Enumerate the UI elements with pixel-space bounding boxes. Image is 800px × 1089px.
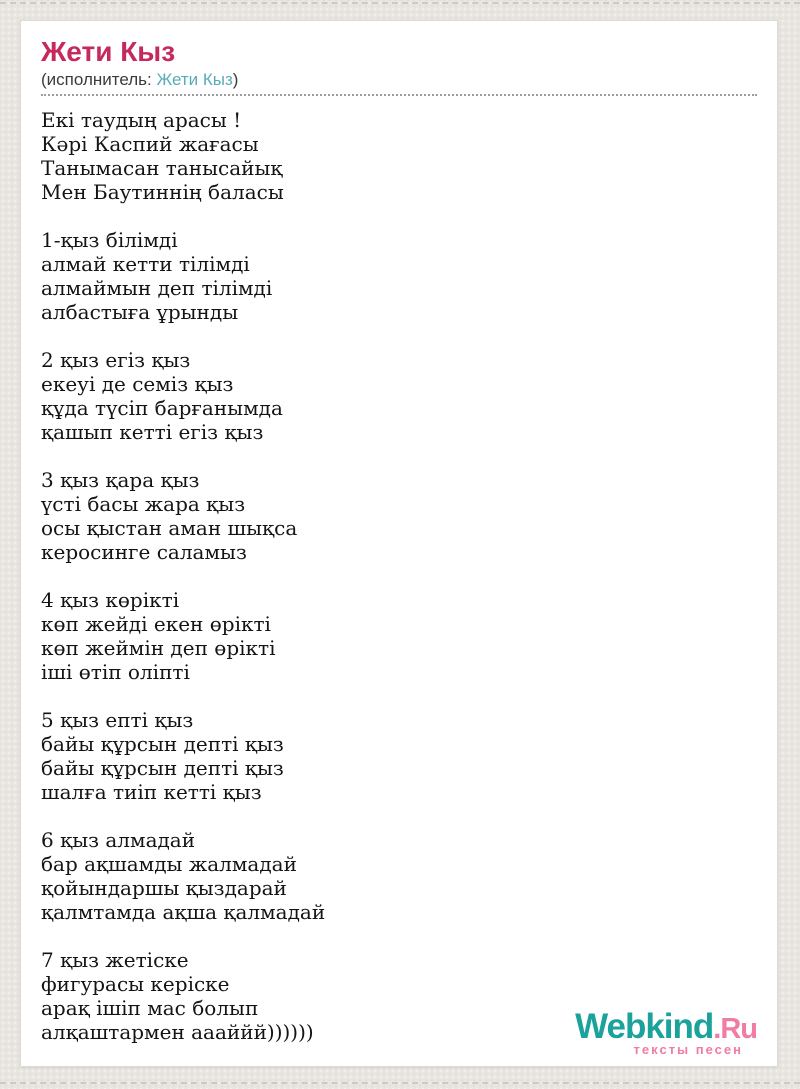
stanza-4 xyxy=(41,588,757,684)
lyric-line: байы құрсын депті қыз xyxy=(41,732,284,756)
lyric-line: 1-қыз білімді xyxy=(41,228,178,252)
artist-line xyxy=(41,69,757,90)
lyric-line: арақ ішіп мас болып xyxy=(41,996,259,1020)
bottom-dotted-border xyxy=(0,1082,800,1084)
stanza-intro xyxy=(41,108,757,204)
lyric-line: Екі таудың арасы ! xyxy=(41,108,242,132)
dotted-divider xyxy=(41,94,757,96)
logo-ru[interactable]: .Ru xyxy=(713,1013,757,1045)
lyric-line: 5 қыз епті қыз xyxy=(41,708,194,732)
lyric-line: қашып кетті егіз қыз xyxy=(41,420,264,444)
top-dotted-border xyxy=(0,2,800,4)
lyric-line: албастыға ұрынды xyxy=(41,300,239,324)
lyric-line: 6 қыз алмадай xyxy=(41,828,196,852)
lyric-line: 3 қыз қара қыз xyxy=(41,468,200,492)
lyric-line: осы қыстан аман шықса xyxy=(41,516,298,540)
lyric-line: көп жейді екен өрікті xyxy=(41,612,271,636)
stanza-1 xyxy=(41,228,757,324)
stanza-2 xyxy=(41,348,757,444)
lyric-line: үсті басы жара қыз xyxy=(41,492,246,516)
lyric-line: екеуі де семіз қыз xyxy=(41,372,234,396)
lyric-line: 2 қыз егіз қыз xyxy=(41,348,191,372)
lyric-line: фигурасы керіске xyxy=(41,972,230,996)
lyric-line: алқаштармен аааййй)))))) xyxy=(41,1020,314,1044)
lyric-line: іші өтіп оліпті xyxy=(41,660,190,684)
webkind-logo[interactable] xyxy=(575,1007,757,1064)
song-title: Жети Кыз xyxy=(41,36,176,67)
lyric-line: керосинге саламыз xyxy=(41,540,247,564)
artist-prefix: (исполнитель: xyxy=(41,70,157,89)
lyric-line: Мен Баутиннің баласы xyxy=(41,180,284,204)
lyric-line: байы құрсын депті қыз xyxy=(41,756,284,780)
lyric-line: қойындаршы қыздарай xyxy=(41,876,287,900)
lyric-line: бар ақшамды жалмадай xyxy=(41,852,297,876)
lyric-line: көп жеймін деп өрікті xyxy=(41,636,276,660)
stanza-3 xyxy=(41,468,757,564)
lyric-line: Кәрі Каспий жағасы xyxy=(41,132,259,156)
lyrics-card xyxy=(20,20,778,1067)
logo-webkind[interactable]: Webkind xyxy=(575,1007,714,1046)
lyric-line: құда түсіп барғанымда xyxy=(41,396,283,420)
lyric-line: 7 қыз жетіске xyxy=(41,948,189,972)
stanza-5 xyxy=(41,708,757,804)
webkind-logo-text[interactable] xyxy=(575,1007,757,1046)
lyric-line: шалға тиіп кетті қыз xyxy=(41,780,262,804)
lyric-line: қалмтамда ақша қалмадай xyxy=(41,900,326,924)
lyric-line: Танымасан танысайық xyxy=(41,156,283,180)
artist-suffix: ) xyxy=(232,70,239,89)
lyrics-text xyxy=(41,108,757,1044)
stanza-6 xyxy=(41,828,757,924)
lyric-line: алмаймын деп тілімді xyxy=(41,276,273,300)
artist-link[interactable]: Жети Кыз xyxy=(156,70,233,89)
logo-tagline: тексты песен xyxy=(633,1042,743,1057)
lyric-line: алмай кетти тілімді xyxy=(41,252,250,276)
lyric-line: 4 қыз көрікті xyxy=(41,588,180,612)
